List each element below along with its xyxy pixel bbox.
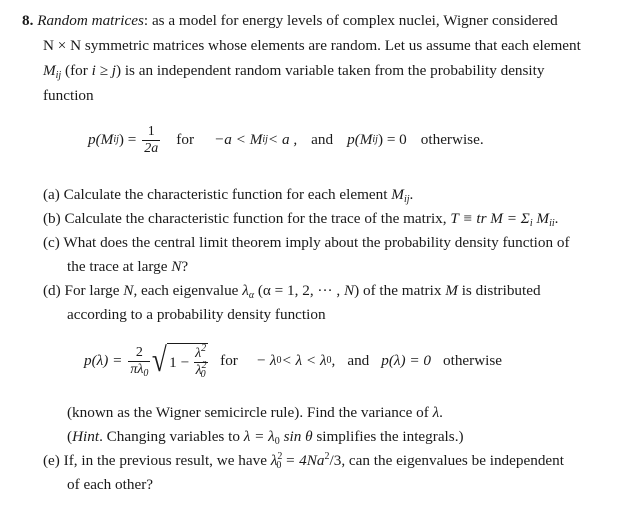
eq1-rhs-end: ) = 0: [377, 131, 407, 148]
part-d-text-b: , each eigenvalue: [133, 282, 243, 299]
eq2-rhs: p(λ) = 0: [381, 352, 431, 369]
eq1-cond-end: < a ,: [267, 131, 298, 148]
part-c-line2: [67, 258, 188, 276]
part-e-line1: [43, 452, 564, 470]
hint-math2: sin θ: [279, 428, 313, 445]
part-d-line3-lambda: λ: [432, 404, 440, 421]
part-e-text-b: , can the eigenvalues be independent: [341, 452, 564, 469]
part-d-text-a: For large: [64, 282, 124, 299]
part-e-lambda: λ: [270, 452, 278, 469]
part-c-line1: [43, 234, 570, 252]
eq1-lhs: p(M: [88, 131, 114, 148]
problem-intro-line2: [43, 37, 581, 55]
eq1-rhs: p(M: [347, 131, 373, 148]
part-e-line2: of each other?: [67, 476, 154, 493]
part-b-sub1: i: [529, 218, 533, 229]
hint-open-paren: (: [67, 428, 73, 445]
part-e-sup: 2: [277, 451, 283, 462]
part-b: [43, 210, 558, 228]
part-a: [43, 186, 413, 204]
part-c-end: ?: [181, 258, 189, 275]
part-e-math2: = 4Na: [281, 452, 325, 469]
problem-intro-line4: function: [43, 87, 94, 104]
part-d-line2: according to a probability density function: [67, 306, 326, 323]
eq2-inner-den-sub: 0: [200, 369, 206, 380]
part-a-text: Calculate the characteristic function for each element: [63, 186, 392, 203]
problem-number: 8.: [22, 12, 34, 29]
hint-math: λ = λ: [243, 428, 275, 445]
eq2-inner-fraction: [193, 343, 208, 380]
intro-text: : as a model for energy levels of complex nuclei, Wigner considered: [143, 12, 558, 29]
eq1-cond: −a < M: [214, 131, 263, 148]
part-b-end: .: [554, 210, 559, 227]
hint-text-a: . Changing variables to: [99, 428, 244, 445]
var-M: M: [43, 62, 56, 79]
part-d-var-N: N: [123, 282, 134, 299]
part-d-var-N2: N: [343, 282, 355, 299]
intro-line2-text: N × N symmetric matrices whose elements are random. Let us assume that each element: [43, 37, 581, 54]
part-e-text-a: If, in the previous result, we have: [63, 452, 271, 469]
part-d-line3-text: (known as the Wigner semicircle rule). Find the variance of: [67, 404, 433, 421]
part-c-label: (c): [43, 234, 60, 251]
eq2-sqrt: [150, 343, 208, 379]
sub-ij: ij: [55, 70, 62, 81]
part-a-var: M: [391, 186, 404, 203]
eq2-for: for: [220, 352, 238, 369]
part-d-line3-end: .: [439, 404, 443, 421]
part-b-label: (b): [43, 210, 61, 227]
part-b-sub2: ii: [549, 218, 555, 229]
eq2-and: and: [347, 352, 370, 369]
part-a-sub: ij: [403, 194, 410, 205]
text-for: (for: [61, 62, 92, 79]
part-b-text: Calculate the characteristic function for the trace of the matrix,: [64, 210, 451, 227]
part-d-line1: [43, 282, 541, 300]
eq2-one-minus: 1 −: [169, 353, 190, 371]
eq1-den: 2a: [144, 140, 159, 156]
problem-title: Random matrices: [37, 12, 144, 29]
equation-uniform-density: p(M ij ) = $\frac{1}{2a}$ for −a < M ij < a , and p(M ij ) = 0 otherwise.: [88, 123, 484, 156]
hint-end: simplifies the integrals.): [312, 428, 464, 445]
part-e-sup2: 2: [324, 451, 330, 462]
part-e-sub: 0: [276, 460, 282, 471]
sqrt-sign-icon: √: [152, 342, 168, 379]
eq2-den: [128, 361, 150, 378]
eq1-lhs-end: ) =: [118, 131, 137, 148]
eq1-and: and: [311, 131, 334, 148]
eq2-den-text: πλ: [130, 361, 144, 377]
part-b-var: M: [532, 210, 550, 227]
eq1-num: 1: [147, 123, 155, 139]
part-d-alpha: α: [248, 290, 255, 301]
part-d-text-d: ) of the matrix: [354, 282, 446, 299]
part-e-label: (e): [43, 452, 60, 469]
problem-intro-line3: [43, 62, 544, 80]
part-d-hint: [67, 428, 464, 446]
eq2-inner-den-text: λ: [195, 363, 202, 378]
eq2-den-sub: 0: [143, 367, 149, 379]
equation-semicircle: p(λ) = $\frac{2}{\pi\lambda_0}$ √ 1 − $\frac{\lambda^2}{\lambda^2_0}$ for − λ 0 < λ < λ 0 , and p(λ) = 0 otherwise: [84, 342, 503, 380]
part-d-line3: [67, 404, 443, 422]
problem-intro-line1: [22, 12, 558, 30]
part-b-math: T ≡ tr M = Σ: [450, 210, 530, 227]
eq2-cond-end: ,: [331, 352, 336, 369]
part-a-end: .: [409, 186, 414, 203]
eq2-fraction: [128, 345, 150, 378]
eq2-inner-num-sup: 2: [201, 343, 207, 354]
part-d-text-e: is distributed: [457, 282, 541, 299]
cond-i-ge-j: i ≥ j: [91, 62, 116, 79]
eq1-for: for: [176, 131, 195, 148]
hint-sub: 0: [274, 436, 280, 447]
part-c-var: N: [171, 258, 182, 275]
intro-line3-text: ) is an independent random variable taken from the probability density: [115, 62, 545, 79]
part-d-text-c: (α = 1, 2, ··· ,: [254, 282, 344, 299]
eq1-fraction: [142, 124, 160, 157]
part-e-math3: /3: [329, 452, 342, 469]
part-c-line2-text: the trace at large: [67, 258, 172, 275]
part-a-label: (a): [43, 186, 60, 203]
eq1-otherwise: otherwise.: [420, 131, 484, 148]
part-d-label: (d): [43, 282, 61, 299]
eq2-lhs: p(λ) =: [84, 352, 123, 369]
part-c-text: What does the central limit theorem imply about the probability density function of: [63, 234, 570, 251]
eq2-num: 2: [135, 344, 143, 360]
eq2-inner-den: [194, 362, 208, 379]
eq2-sqrt-body: [167, 343, 208, 379]
part-d-lambda: λ: [242, 282, 249, 299]
eq2-inner-den-sup: 2: [201, 360, 207, 371]
hint-label: Hint: [72, 428, 100, 445]
eq2-cond-mid: < λ < λ: [281, 352, 327, 369]
eq2-cond: − λ: [255, 352, 277, 369]
part-d-var-M: M: [445, 282, 458, 299]
eq2-inner-num-text: λ: [195, 346, 202, 361]
eq2-otherwise: otherwise: [443, 352, 503, 369]
